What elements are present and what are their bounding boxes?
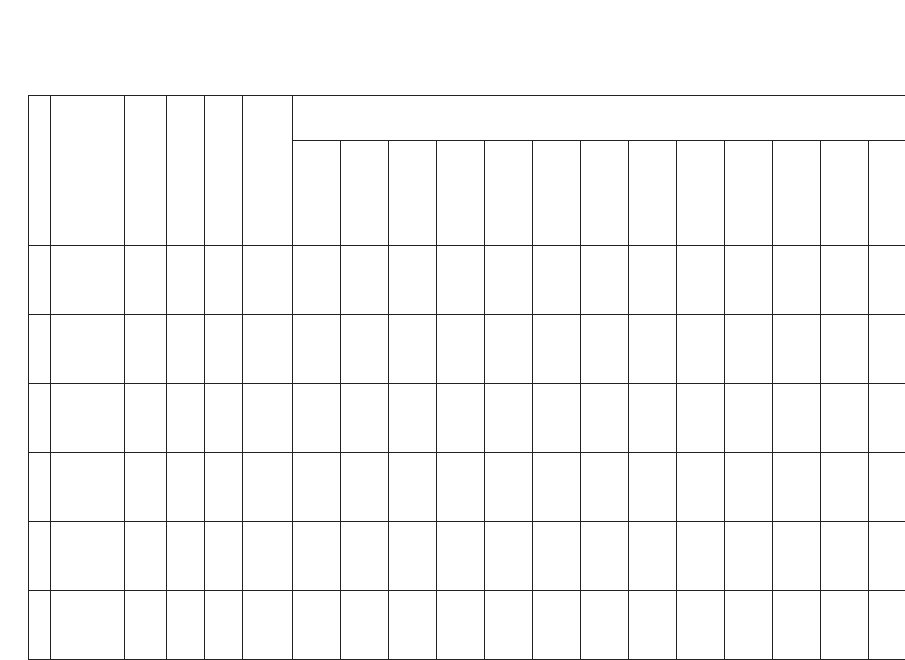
header-total-by-years xyxy=(869,141,905,246)
cell-year-value xyxy=(821,246,869,315)
cell-total xyxy=(869,591,905,660)
cell-estimated-cost xyxy=(243,522,293,591)
cell-year-value xyxy=(389,315,437,384)
cell-term xyxy=(205,453,243,522)
cell-year-value xyxy=(293,453,341,522)
cell-year-value xyxy=(629,453,677,522)
cell-year-value xyxy=(437,591,485,660)
cell-year-value xyxy=(725,453,773,522)
cell-year-value xyxy=(293,246,341,315)
cell-year-value xyxy=(773,591,821,660)
cell-year-value xyxy=(485,384,533,453)
cell-year-value xyxy=(773,522,821,591)
cell-year-value xyxy=(773,384,821,453)
table-row xyxy=(29,246,905,315)
cell-year-value xyxy=(341,453,389,522)
header-purpose xyxy=(125,96,167,246)
cell-year-value xyxy=(581,591,629,660)
cell-year-value xyxy=(341,522,389,591)
table-row xyxy=(29,591,905,660)
cell-term xyxy=(205,591,243,660)
cell-year-value xyxy=(725,384,773,453)
cell-year-value xyxy=(389,522,437,591)
cell-year-value xyxy=(389,591,437,660)
table-row xyxy=(29,453,905,522)
table-row xyxy=(29,315,905,384)
cell-year-value xyxy=(725,315,773,384)
header-year xyxy=(293,141,341,246)
cell-year-value xyxy=(437,315,485,384)
cell-year-value xyxy=(485,246,533,315)
cell-year-value xyxy=(389,246,437,315)
cell-total xyxy=(869,522,905,591)
cell-year-value xyxy=(485,453,533,522)
cell-year-value xyxy=(773,453,821,522)
cell-year-value xyxy=(293,591,341,660)
cell-year-value xyxy=(341,246,389,315)
cell-number xyxy=(29,246,51,315)
cell-year-value xyxy=(533,315,581,384)
header-capacity xyxy=(167,96,205,246)
cell-year-value xyxy=(581,522,629,591)
cell-year-value xyxy=(677,246,725,315)
cell-year-value xyxy=(677,453,725,522)
header-year xyxy=(389,141,437,246)
cell-term xyxy=(205,315,243,384)
cell-year-value xyxy=(533,246,581,315)
cell-year-value xyxy=(581,384,629,453)
cell-year-value xyxy=(533,453,581,522)
cell-estimated-cost xyxy=(243,246,293,315)
cell-year-value xyxy=(341,384,389,453)
cell-year-value xyxy=(773,315,821,384)
investment-table xyxy=(28,95,905,660)
cell-year-value xyxy=(293,522,341,591)
cell-year-value xyxy=(581,453,629,522)
cell-capacity xyxy=(167,246,205,315)
cell-year-value xyxy=(437,522,485,591)
cell-year-value xyxy=(533,591,581,660)
cell-estimated-cost xyxy=(243,315,293,384)
header-year xyxy=(725,141,773,246)
cell-total xyxy=(869,246,905,315)
cell-year-value xyxy=(485,591,533,660)
cell-term xyxy=(205,246,243,315)
cell-capacity xyxy=(167,384,205,453)
header-term xyxy=(205,96,243,246)
table-body xyxy=(29,246,905,660)
header-year xyxy=(821,141,869,246)
cell-number xyxy=(29,591,51,660)
cell-year-value xyxy=(629,591,677,660)
table-row xyxy=(29,522,905,591)
cell-year-value xyxy=(725,522,773,591)
cell-year-value xyxy=(533,384,581,453)
cell-purpose xyxy=(125,246,167,315)
cell-year-value xyxy=(437,453,485,522)
cell-capacity xyxy=(167,591,205,660)
cell-year-value xyxy=(389,453,437,522)
cell-object-name xyxy=(51,384,125,453)
header-year xyxy=(341,141,389,246)
cell-purpose xyxy=(125,453,167,522)
cell-year-value xyxy=(725,246,773,315)
header-year xyxy=(533,141,581,246)
cell-year-value xyxy=(821,453,869,522)
cell-term xyxy=(205,384,243,453)
cell-total xyxy=(869,384,905,453)
cell-estimated-cost xyxy=(243,591,293,660)
cell-number xyxy=(29,384,51,453)
cell-object-name xyxy=(51,453,125,522)
cell-year-value xyxy=(821,315,869,384)
table-header-row xyxy=(29,96,905,141)
cell-year-value xyxy=(629,384,677,453)
cell-capacity xyxy=(167,315,205,384)
cell-year-value xyxy=(677,522,725,591)
header-object-name xyxy=(51,96,125,246)
cell-year-value xyxy=(437,246,485,315)
cell-year-value xyxy=(341,315,389,384)
cell-year-value xyxy=(773,246,821,315)
cell-estimated-cost xyxy=(243,453,293,522)
cell-year-value xyxy=(581,315,629,384)
cell-capacity xyxy=(167,522,205,591)
cell-year-value xyxy=(533,522,581,591)
cell-number xyxy=(29,453,51,522)
cell-object-name xyxy=(51,591,125,660)
cell-purpose xyxy=(125,522,167,591)
cell-object-name xyxy=(51,522,125,591)
cell-purpose xyxy=(125,384,167,453)
header-number xyxy=(29,96,51,246)
cell-purpose xyxy=(125,591,167,660)
cell-year-value xyxy=(821,522,869,591)
cell-year-value xyxy=(437,384,485,453)
header-total-investment xyxy=(293,96,905,141)
header-year xyxy=(773,141,821,246)
header-year xyxy=(677,141,725,246)
header-year xyxy=(485,141,533,246)
cell-year-value xyxy=(341,591,389,660)
cell-purpose xyxy=(125,315,167,384)
cell-capacity xyxy=(167,453,205,522)
cell-year-value xyxy=(293,384,341,453)
cell-year-value xyxy=(629,315,677,384)
cell-year-value xyxy=(821,384,869,453)
cell-term xyxy=(205,522,243,591)
cell-year-value xyxy=(677,315,725,384)
cell-object-name xyxy=(51,315,125,384)
cell-object-name xyxy=(51,246,125,315)
cell-year-value xyxy=(581,246,629,315)
header-year xyxy=(629,141,677,246)
cell-year-value xyxy=(389,384,437,453)
cell-year-value xyxy=(677,591,725,660)
cell-year-value xyxy=(485,315,533,384)
cell-year-value xyxy=(821,591,869,660)
cell-estimated-cost xyxy=(243,384,293,453)
cell-number xyxy=(29,315,51,384)
cell-year-value xyxy=(677,384,725,453)
cell-number xyxy=(29,522,51,591)
cell-total xyxy=(869,453,905,522)
cell-year-value xyxy=(293,315,341,384)
table-row xyxy=(29,384,905,453)
cell-year-value xyxy=(725,591,773,660)
header-year xyxy=(437,141,485,246)
cell-year-value xyxy=(629,246,677,315)
cell-year-value xyxy=(629,522,677,591)
cell-total xyxy=(869,315,905,384)
header-year xyxy=(581,141,629,246)
header-estimated-cost xyxy=(243,96,293,246)
cell-year-value xyxy=(485,522,533,591)
